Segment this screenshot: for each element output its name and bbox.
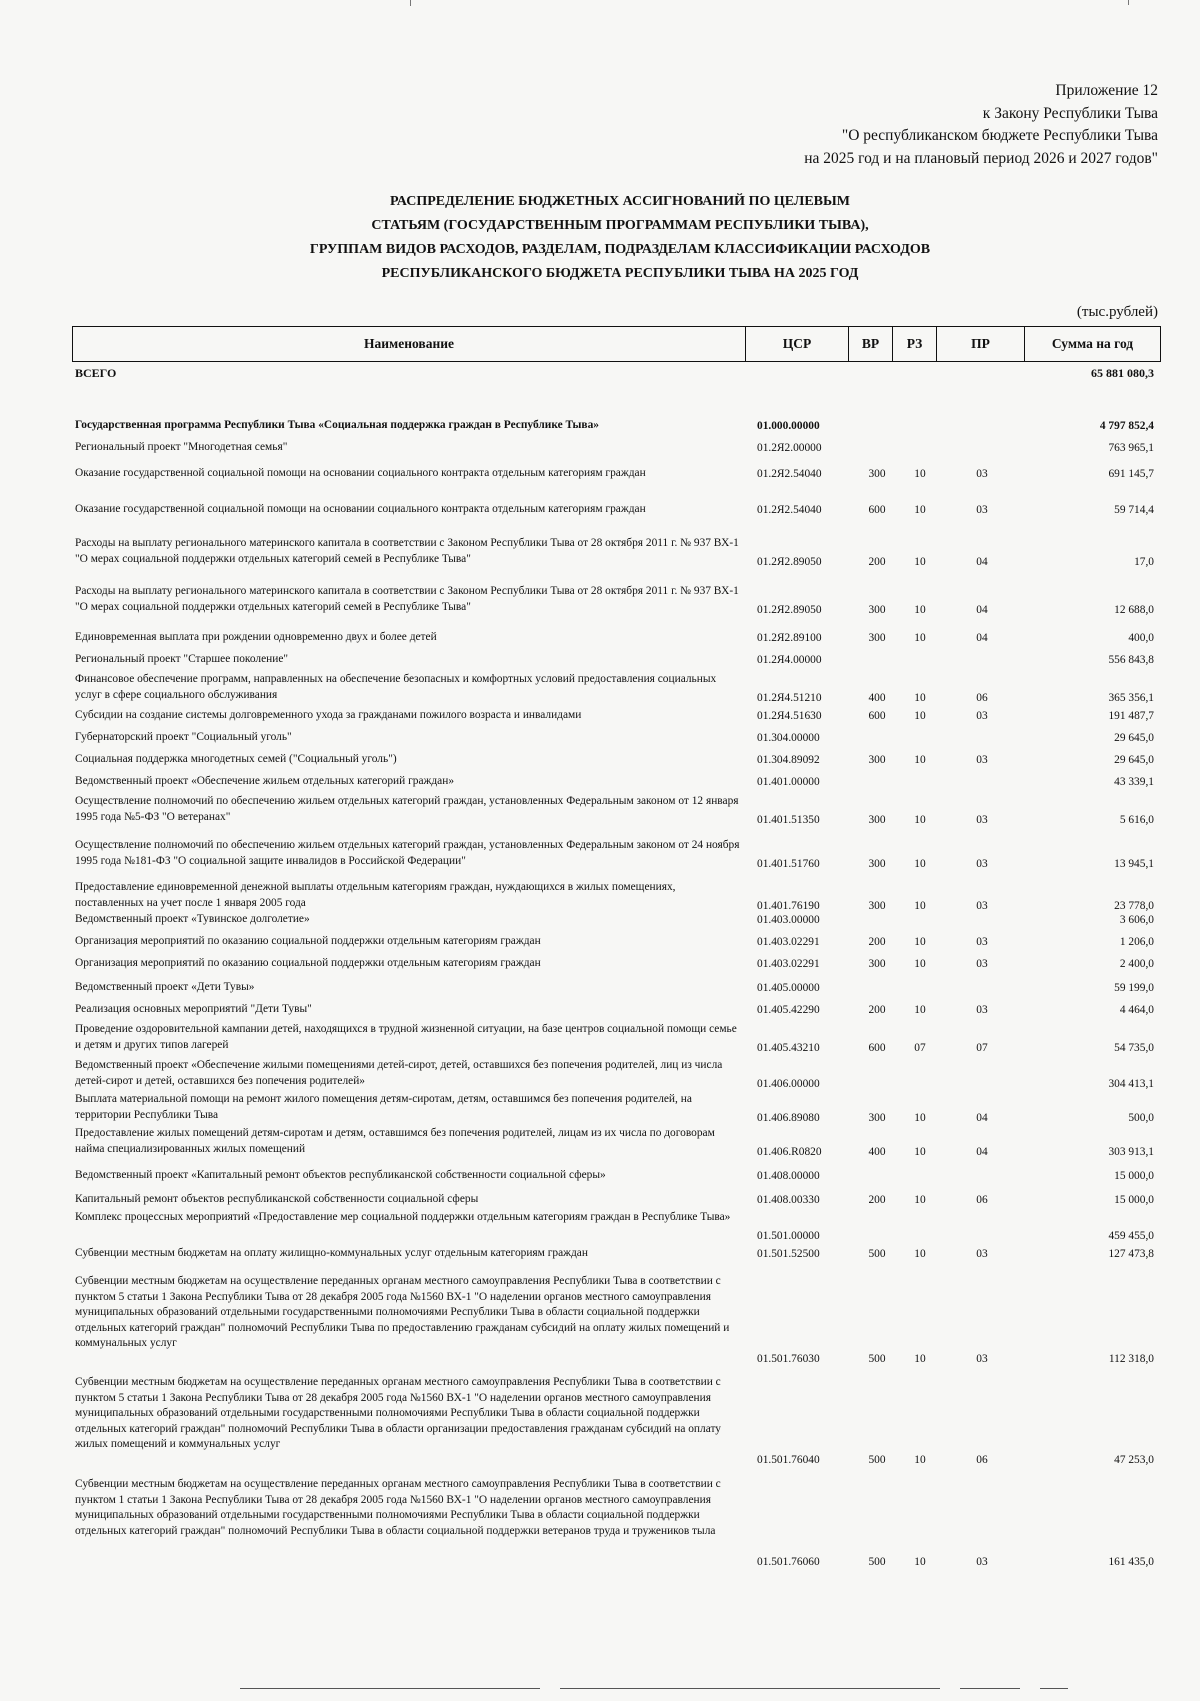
row-csr: 01.501.76030 [757,1352,820,1365]
row-csr: 01.401.51760 [757,857,820,870]
row-csr: 01.403.02291 [757,957,820,970]
row-pr: 03 [976,503,988,516]
scan-mark [560,1688,940,1689]
row-rz: 10 [914,813,926,826]
column-header-rz: РЗ [893,327,937,362]
row-csr: 01.2Я2.00000 [757,441,822,454]
row-sum: 3 606,0 [1119,913,1154,926]
row-pr: 03 [976,1352,988,1365]
table-row [0,440,1200,456]
row-name: Выплата материальной помощи на ремонт жилого помещения детям-сиротам, детям, оставшимся без попечения родителей, на территории Республики Тыва [75,1093,692,1121]
row-sum: 17,0 [1134,555,1154,568]
column-header-name: Наименование [73,327,746,362]
row-vr: 300 [868,957,886,970]
row-sum: 15 000,0 [1114,1169,1154,1182]
row-sum: 556 843,8 [1108,653,1154,666]
table-row [0,1092,1200,1126]
row-name: Финансовое обеспечение программ, направленных на обеспечение безопасных и комфортных условий предоставления социальных услуг в сфере социального обслуживания [75,673,717,701]
title-line: СТАТЬЯМ (ГОСУДАРСТВЕННЫМ ПРОГРАММАМ РЕСПУБЛИКИ ТЫВА), [371,218,869,233]
table-row [0,880,1200,914]
row-vr: 500 [868,1453,886,1466]
row-vr: 200 [868,1193,886,1206]
row-pr: 03 [976,813,988,826]
row-rz: 10 [914,753,926,766]
row-vr: 300 [868,899,886,912]
row-pr: 06 [976,1193,988,1206]
table-row [0,1002,1200,1018]
row-csr: 01.401.00000 [757,775,820,788]
row-sum: 2 400,0 [1119,957,1154,970]
row-csr: 01.406.89080 [757,1111,820,1124]
row-sum: 47 253,0 [1114,1453,1154,1466]
row-vr: 300 [868,753,886,766]
row-vr: 300 [868,467,886,480]
row-sum: 112 318,0 [1108,1352,1154,1365]
row-sum: 59 714,4 [1114,503,1154,516]
table-row [0,536,1200,570]
title-line: ГРУППАМ ВИДОВ РАСХОДОВ, РАЗДЕЛАМ, ПОДРАЗДЕЛАМ КЛАССИФИКАЦИИ РАСХОДОВ [309,242,931,257]
row-rz: 10 [914,555,926,568]
table-header [72,326,1161,362]
row-sum: 191 487,7 [1108,709,1154,722]
row-pr: 04 [976,1111,988,1124]
row-name: Комплекс процессных мероприятий «Предоставление мер социальной поддержки отдельным категориям граждан в Республике Тыва» [75,1211,731,1223]
row-vr: 500 [868,1247,886,1260]
row-name: Ведомственный проект «Обеспечение жильем отдельных категорий граждан» [75,775,455,787]
row-name: Единовременная выплата при рождении одновременно двух и более детей [75,631,437,643]
table-row [0,1058,1200,1092]
scan-mark [410,0,411,6]
table-row [0,466,1200,482]
row-csr: 01.2Я2.89050 [757,603,822,616]
table-row [0,1126,1200,1160]
table-row [0,980,1200,996]
row-rz: 10 [914,935,926,948]
table-row [0,1274,1200,1367]
row-name: Оказание государственной социальной помощи на основании социального контракта отдельным категориям граждан [75,503,646,515]
row-pr: 03 [976,1247,988,1260]
row-pr: 03 [976,957,988,970]
row-vr: 600 [868,503,886,516]
row-csr: 01.405.00000 [757,981,820,994]
row-rz: 10 [914,603,926,616]
row-sum: 127 473,8 [1108,1247,1154,1260]
row-name: Оказание государственной социальной помощи на основании социального контракта отдельным категориям граждан [75,467,646,479]
row-name: Осуществление полномочий по обеспечению жильем отдельных категорий граждан, установленных Федеральным законом от 12 января 1995 года №5-ФЗ "О ветеранах" [75,795,739,823]
row-pr: 06 [976,691,988,704]
row-rz: 10 [914,1453,926,1466]
row-vr: 400 [868,691,886,704]
row-pr: 03 [976,709,988,722]
row-vr: 200 [868,1003,886,1016]
row-name: Субвенции местным бюджетам на осуществление переданных органам местного самоуправления Республики Тыва в соответствии с пунктом 1 статьи 1 Закона Республики Тыва от 28 декабря 2005 года №1560 ВХ-1 "О наделении органов местного самоуправления муниципальных образований отдельными государственными полномочиями Республики Тыва в области социальной поддержки отдельных категорий граждан" полномочий Республики Тыва в области социальной поддержки ветеранов труда и тружеников тыла [75,1478,721,1537]
table-row [0,1246,1200,1262]
title-line: РЕСПУБЛИКАНСКОГО БЮДЖЕТА РЕСПУБЛИКИ ТЫВА НА 2025 ГОД [381,266,859,281]
row-rz: 10 [914,631,926,644]
row-sum: 691 145,7 [1108,467,1154,480]
total-sum: 65 881 080,3 [1091,366,1154,380]
table-row [0,838,1200,872]
row-name: Субвенции местным бюджетам на осуществление переданных органам местного самоуправления Республики Тыва в соответствии с пунктом 5 статьи 1 Закона Республики Тыва от 28 декабря 2005 года №1560 ВХ-1 "О наделении органов местного самоуправления муниципальных образований отдельными государственными полномочиями Республики Тыва в области социальной поддержки отдельных категорий граждан" полномочий Республики Тыва в области организации предоставления гражданам субсидий на оплату жилых помещений и коммунальных услуг [75,1376,721,1450]
row-vr: 400 [868,1145,886,1158]
column-header-csr: ЦСР [746,327,849,362]
row-pr: 03 [976,935,988,948]
row-vr: 300 [868,857,886,870]
table-row [0,774,1200,790]
row-vr: 500 [868,1352,886,1365]
row-name: Проведение оздоровительной кампании детей, находящихся в трудной жизненной ситуации, на базе центров социальной помощи семье и детям и других типов лагерей [75,1023,737,1051]
table-row [0,584,1200,618]
row-sum: 303 913,1 [1108,1145,1154,1158]
row-csr: 01.501.76060 [757,1555,820,1568]
row-vr: 300 [868,603,886,616]
scan-mark [1040,1688,1068,1689]
table-row [0,1022,1200,1056]
appendix-line: Приложение 12 [1055,82,1158,99]
row-name: Государственная программа Республики Тыва «Социальная поддержка граждан в Республике Тыва» [75,419,599,431]
row-vr: 200 [868,555,886,568]
row-csr: 01.2Я4.00000 [757,653,822,666]
table-row [0,1168,1200,1184]
table-row [0,956,1200,972]
row-rz: 10 [914,503,926,516]
table-row [0,502,1200,518]
appendix-line: на 2025 год и на плановый период 2026 и 2027 годов" [804,149,1158,167]
row-sum: 400,0 [1128,631,1154,644]
total-label: ВСЕГО [75,366,117,380]
row-vr: 300 [868,813,886,826]
row-rz: 10 [914,1111,926,1124]
row-pr: 07 [976,1041,988,1054]
row-pr: 04 [976,555,988,568]
appendix-line: к Закону Республики Тыва [982,104,1158,122]
row-csr: 01.000.00000 [757,419,820,432]
column-header-pr: ПР [937,327,1025,362]
row-vr: 200 [868,935,886,948]
row-rz: 10 [914,857,926,870]
row-csr: 01.405.42290 [757,1003,820,1016]
row-pr: 03 [976,899,988,912]
scan-mark [240,1688,540,1689]
row-sum: 1 206,0 [1119,935,1154,948]
row-rz: 10 [914,1003,926,1016]
row-csr: 01.403.00000 [757,913,820,926]
row-name: Ведомственный проект «Обеспечение жилыми помещениями детей-сирот, детей, оставшихся без попечения родителей, лиц из числа детей-сирот и детей, оставшихся без попечения родителей» [75,1059,723,1087]
row-csr: 01.401.51350 [757,813,820,826]
units-label: (тыс.рублей) [1076,304,1158,320]
row-rz: 07 [914,1041,926,1054]
row-csr: 01.501.52500 [757,1247,820,1260]
title-line: РАСПРЕДЕЛЕНИЕ БЮДЖЕТНЫХ АССИГНОВАНИЙ ПО ЦЕЛЕВЫМ [390,194,850,209]
row-rz: 10 [914,691,926,704]
row-pr: 06 [976,1453,988,1466]
row-sum: 12 688,0 [1114,603,1154,616]
row-csr: 01.2Я2.89100 [757,631,822,644]
row-csr: 01.2Я2.54040 [757,503,822,516]
row-vr: 300 [868,1111,886,1124]
row-sum: 29 645,0 [1114,731,1154,744]
row-vr: 300 [868,631,886,644]
row-pr: 03 [976,753,988,766]
table-row [0,794,1200,828]
table-row [0,934,1200,950]
row-sum: 365 356,1 [1108,691,1154,704]
row-sum: 459 455,0 [1108,1229,1154,1242]
row-name: Расходы на выплату регионального материнского капитала в соответствии с Законом Республики Тыва от 28 октября 2011 г. № 937 ВХ-1 "О мерах социальной поддержки отдельных категорий семей в Республике Тыва" [75,585,739,613]
table-row [0,1192,1200,1208]
row-name: Ведомственный проект «Дети Тувы» [75,981,255,993]
table-row [0,708,1200,724]
row-rz: 10 [914,1193,926,1206]
row-csr: 01.408.00000 [757,1169,820,1182]
row-csr: 01.408.00330 [757,1193,820,1206]
row-sum: 15 000,0 [1114,1193,1154,1206]
scan-mark [960,1688,1020,1689]
row-name: Предоставление единовременной денежной выплаты отдельным категориям граждан, нуждающихся в жилых помещениях, поставленных на учет после 1 января 2005 года [75,881,676,909]
row-sum: 5 616,0 [1119,813,1154,826]
table-row [0,418,1200,434]
row-pr: 04 [976,1145,988,1158]
row-name: Организация мероприятий по оказанию социальной поддержки отдельным категориям граждан [75,957,541,969]
row-vr: 600 [868,709,886,722]
row-pr: 03 [976,1003,988,1016]
row-csr: 01.2Я2.54040 [757,467,822,480]
row-rz: 10 [914,1247,926,1260]
row-csr: 01.304.00000 [757,731,820,744]
row-sum: 161 435,0 [1108,1555,1154,1568]
row-csr: 01.2Я4.51210 [757,691,822,704]
row-csr: 01.501.00000 [757,1229,820,1242]
row-sum: 29 645,0 [1114,753,1154,766]
table-row [0,1477,1200,1570]
row-sum: 13 945,1 [1114,857,1154,870]
table-row [0,1210,1200,1244]
row-sum: 54 735,0 [1114,1041,1154,1054]
table-row [0,730,1200,746]
table-row [0,752,1200,768]
row-csr: 01.405.43210 [757,1041,820,1054]
row-rz: 10 [914,1145,926,1158]
row-name: Региональный проект "Старшее поколение" [75,653,289,665]
row-rz: 10 [914,467,926,480]
row-vr: 500 [868,1555,886,1568]
row-csr: 01.406.00000 [757,1077,820,1090]
row-sum: 500,0 [1128,1111,1154,1124]
row-csr: 01.403.02291 [757,935,820,948]
row-name: Реализация основных мероприятий "Дети Тувы" [75,1003,312,1015]
table-row [0,672,1200,706]
scan-mark [1128,0,1129,5]
row-vr: 600 [868,1041,886,1054]
row-name: Осуществление полномочий по обеспечению жильем отдельных категорий граждан, установленных Федеральным законом от 24 ноября 1995 года №181-ФЗ "О социальной защите инвалидов в Российской Федерации" [75,839,740,867]
row-pr: 04 [976,631,988,644]
row-name: Ведомственный проект «Капитальный ремонт объектов республиканской собственности социальной сферы» [75,1169,606,1181]
row-rz: 10 [914,899,926,912]
row-sum: 304 413,1 [1108,1077,1154,1090]
row-pr: 03 [976,467,988,480]
row-sum: 4 464,0 [1119,1003,1154,1016]
row-rz: 10 [914,957,926,970]
row-rz: 10 [914,1555,926,1568]
row-name: Социальная поддержка многодетных семей ("Социальный уголь") [75,753,397,765]
row-name: Расходы на выплату регионального материнского капитала в соответствии с Законом Республики Тыва от 28 октября 2011 г. № 937 ВХ-1 "О мерах социальной поддержки отдельных категорий семей в Республике Тыва" [75,537,739,565]
row-name: Ведомственный проект «Тувинское долголетие» [75,913,310,925]
appendix-line: "О республиканском бюджете Республики Тыва [841,127,1158,144]
column-header-vr: ВР [849,327,893,362]
document-title [150,190,1090,286]
table-row [0,912,1200,928]
row-pr: 03 [976,1555,988,1568]
row-name: Организация мероприятий по оказанию социальной поддержки отдельным категориям граждан [75,935,541,947]
row-rz: 10 [914,1352,926,1365]
row-csr: 01.2Я2.89050 [757,555,822,568]
row-sum: 4 797 852,4 [1099,419,1154,432]
row-name: Предоставление жилых помещений детям-сиротам и детям, оставшимся без попечения родителей, лицам из их числа по договорам найма специализированных жилых помещений [75,1127,715,1155]
appendix-header [804,80,1158,170]
row-csr: 01.304.89092 [757,753,820,766]
column-header-sum: Сумма на год [1025,327,1161,362]
row-csr: 01.501.76040 [757,1453,820,1466]
row-sum: 763 965,1 [1108,441,1154,454]
row-sum: 43 339,1 [1114,775,1154,788]
row-pr: 04 [976,603,988,616]
row-name: Субвенции местным бюджетам на осуществление переданных органам местного самоуправления Республики Тыва в соответствии с пунктом 5 статьи 1 Закона Республики Тыва от 28 декабря 2005 года №1560 ВХ-1 "О наделении органов местного самоуправления муниципальных образований отдельными государственными полномочиями Республики Тыва в области социальной поддержки отдельных категорий граждан" полномочий Республики Тыва по предоставлению гражданам субсидий на оплату жилых помещений и коммунальных услуг [75,1275,730,1349]
row-name: Субсидии на создание системы долговременного ухода за гражданами пожилого возраста и инвалидами [75,709,582,721]
row-csr: 01.2Я4.51630 [757,709,822,722]
row-sum: 59 199,0 [1114,981,1154,994]
row-csr: 01.401.76190 [757,899,820,912]
row-name: Региональный проект "Многодетная семья" [75,441,288,453]
table-row [0,652,1200,668]
row-name: Субвенции местным бюджетам на оплату жилищно-коммунальных услуг отдельным категориям граждан [75,1247,588,1259]
row-sum: 23 778,0 [1114,899,1154,912]
row-csr: 01.406.R0820 [757,1145,822,1158]
table-row [0,1375,1200,1468]
row-name: Губернаторский проект "Социальный уголь" [75,731,292,743]
row-rz: 10 [914,709,926,722]
table-row [0,630,1200,646]
row-pr: 03 [976,857,988,870]
row-name: Капитальный ремонт объектов республиканской собственности социальной сферы [75,1193,479,1205]
